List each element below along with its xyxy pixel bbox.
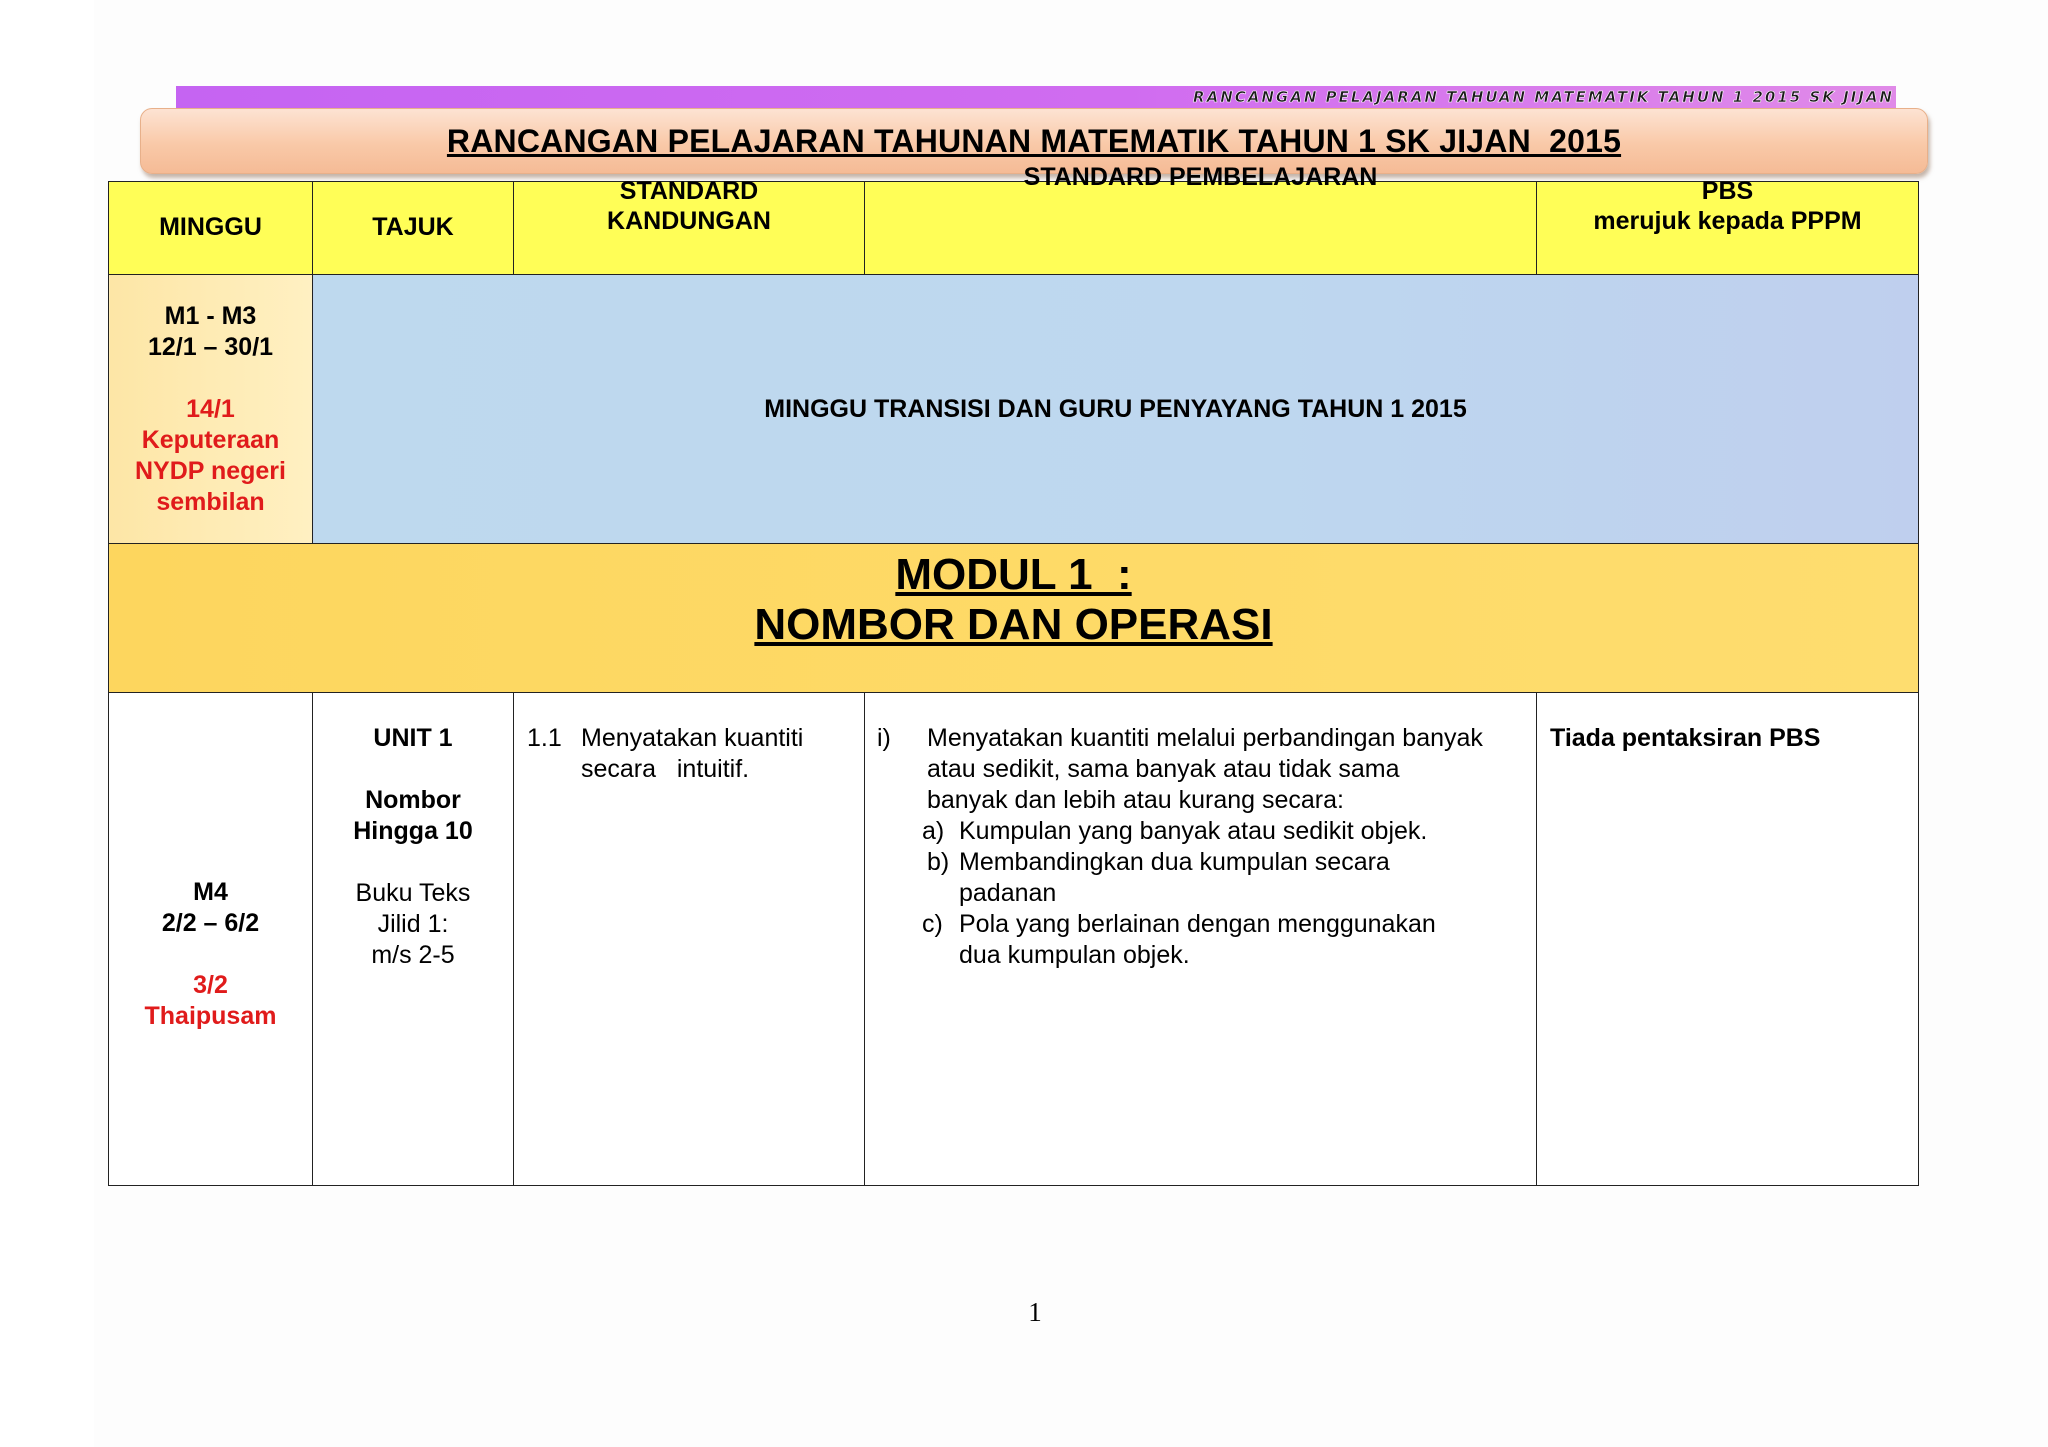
lesson-plan-table xyxy=(108,163,1919,1186)
week-range: M4 xyxy=(193,878,228,906)
minggu-cell-m1-m3 xyxy=(109,275,313,544)
header-pbs-line2: merujuk kepada PPPM xyxy=(1593,207,1862,235)
standard-kandungan-cell xyxy=(514,693,865,1186)
date-range: 2/2 – 6/2 xyxy=(161,909,260,937)
pbs-text: Tiada pentaksiran PBS xyxy=(1550,724,1821,752)
pembelajaran-line1: Menyatakan kuantiti melalui perbandingan banyak xyxy=(927,724,1483,752)
holiday-name-line1: Keputeraan xyxy=(141,426,280,454)
sub-item-c: c) Pola yang berlainan dengan menggunakan dua kumpulan objek. xyxy=(922,910,1436,969)
modul-banner xyxy=(109,544,1919,693)
holiday-name: Thaipusam xyxy=(144,1002,277,1030)
week-range: M1 - M3 xyxy=(164,302,257,330)
table-row-m4 xyxy=(109,693,1919,1186)
textbook-ref-line2: Jilid 1: xyxy=(377,910,449,938)
page-number: 1 xyxy=(1028,1297,1042,1327)
transisi-text: MINGGU TRANSISI DAN GURU PENYAYANG TAHUN 1 2015 xyxy=(764,394,1467,423)
kandungan-number: 1.1 xyxy=(527,724,562,752)
modul-number: MODUL 1 : xyxy=(895,550,1132,599)
kandungan-text-line1: Menyatakan kuantiti xyxy=(581,724,804,752)
holiday-date: 3/2 xyxy=(193,971,228,999)
unit-title-line2: Hingga 10 xyxy=(353,817,473,845)
pembelajaran-numeral: i) xyxy=(877,724,891,752)
pbs-cell xyxy=(1537,693,1919,1186)
modul-title: NOMBOR DAN OPERASI xyxy=(754,600,1273,649)
date-range: 12/1 – 30/1 xyxy=(147,333,274,361)
textbook-ref-line1: Buku Teks xyxy=(355,879,471,907)
header-standard-pembelajaran: STANDARD PEMBELAJARAN xyxy=(865,182,1537,275)
header-tajuk: TAJUK xyxy=(313,182,514,275)
header-standard-kandungan xyxy=(514,177,865,275)
sub-item-b: b) Membandingkan dua kumpulan secara padanan xyxy=(927,848,1390,907)
holiday-name-line3: sembilan xyxy=(156,488,265,516)
textbook-ref-line3: m/s 2-5 xyxy=(371,941,455,969)
header-kandungan-line2: KANDUNGAN xyxy=(607,207,771,235)
header-banner xyxy=(176,86,1896,109)
pembelajaran-line3: banyak dan lebih atau kurang secara: xyxy=(927,786,1344,814)
kandungan-text-line2: secara intuitif. xyxy=(581,755,750,783)
tajuk-cell xyxy=(313,693,514,1186)
unit-title-line1: Nombor xyxy=(365,786,461,814)
holiday-name-line2: NYDP negeri xyxy=(135,457,286,485)
transisi-cell xyxy=(313,275,1919,544)
standard-pembelajaran-cell xyxy=(865,693,1537,1186)
holiday-date: 14/1 xyxy=(186,395,235,423)
pembelajaran-line2: atau sedikit, sama banyak atau tidak sama xyxy=(927,755,1400,783)
header-kandungan-line1: STANDARD xyxy=(619,177,759,205)
table-row-transisi xyxy=(109,275,1919,544)
sub-item-a: a) Kumpulan yang banyak atau sedikit objek. xyxy=(922,817,1428,845)
table-header-row xyxy=(109,182,1919,275)
header-pbs xyxy=(1537,177,1919,275)
table-row-modul xyxy=(109,544,1919,693)
minggu-cell-m4 xyxy=(109,693,313,1186)
header-banner-text: RANCANGAN PELAJARAN TAHUAN MATEMATIK TAHUN 1 2015 SK JIJAN xyxy=(1193,88,1894,106)
unit-label: UNIT 1 xyxy=(373,724,453,752)
header-pbs-line1: PBS xyxy=(1701,177,1754,205)
header-minggu: MINGGU xyxy=(109,182,313,275)
document-title: RANCANGAN PELAJARAN TAHUNAN MATEMATIK TAHUN 1 SK JIJAN 2015 xyxy=(446,122,1622,159)
